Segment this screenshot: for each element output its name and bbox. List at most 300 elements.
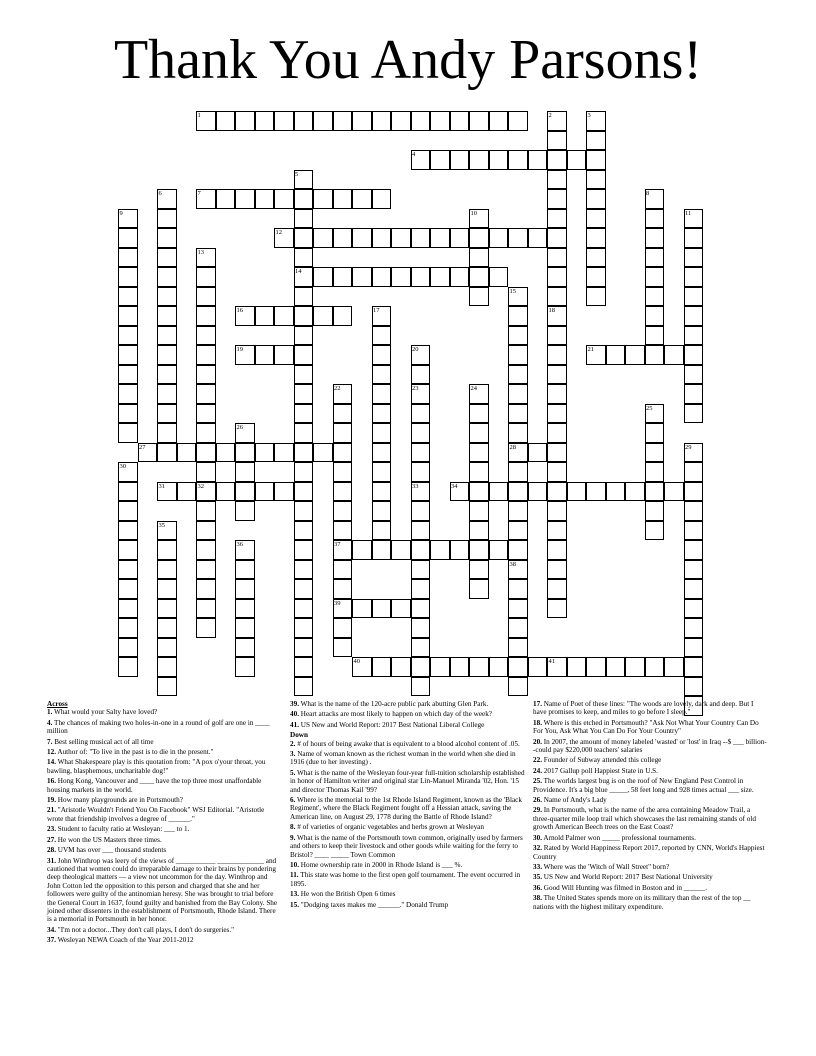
grid-cell[interactable]	[586, 170, 606, 190]
grid-cell[interactable]	[255, 443, 275, 463]
grid-cell[interactable]	[411, 462, 431, 482]
grid-cell[interactable]	[118, 638, 138, 658]
grid-cell[interactable]	[684, 384, 704, 404]
grid-cell[interactable]	[645, 443, 665, 463]
grid-cell[interactable]	[372, 267, 392, 287]
grid-cell[interactable]	[118, 482, 138, 502]
grid-cell[interactable]	[274, 345, 294, 365]
grid-cell[interactable]	[294, 657, 314, 677]
grid-cell[interactable]	[118, 384, 138, 404]
grid-cell[interactable]	[645, 657, 665, 677]
grid-cell[interactable]	[196, 560, 216, 580]
grid-cell[interactable]	[118, 404, 138, 424]
grid-cell[interactable]	[430, 150, 450, 170]
grid-cell[interactable]	[157, 345, 177, 365]
grid-cell[interactable]	[157, 384, 177, 404]
grid-cell[interactable]	[274, 111, 294, 131]
grid-cell[interactable]	[469, 150, 489, 170]
grid-cell[interactable]	[508, 326, 528, 346]
grid-cell[interactable]	[645, 306, 665, 326]
grid-cell[interactable]	[118, 267, 138, 287]
grid-cell[interactable]	[411, 677, 431, 697]
grid-cell[interactable]	[469, 501, 489, 521]
grid-cell[interactable]	[567, 150, 587, 170]
grid-cell[interactable]	[645, 326, 665, 346]
grid-cell[interactable]	[118, 365, 138, 385]
grid-cell[interactable]	[274, 443, 294, 463]
grid-cell[interactable]	[333, 423, 353, 443]
grid-cell[interactable]	[411, 365, 431, 385]
grid-cell[interactable]	[645, 501, 665, 521]
grid-cell[interactable]	[469, 267, 489, 287]
grid-cell[interactable]	[547, 540, 567, 560]
grid-cell[interactable]	[547, 501, 567, 521]
grid-cell[interactable]	[391, 267, 411, 287]
grid-cell[interactable]	[547, 345, 567, 365]
grid-cell[interactable]	[118, 326, 138, 346]
grid-cell[interactable]	[547, 170, 567, 190]
grid-cell[interactable]	[645, 423, 665, 443]
grid-cell[interactable]	[547, 404, 567, 424]
grid-cell[interactable]	[586, 287, 606, 307]
grid-cell[interactable]	[352, 228, 372, 248]
grid-cell[interactable]	[333, 501, 353, 521]
grid-cell[interactable]	[196, 267, 216, 287]
grid-cell[interactable]	[645, 482, 665, 502]
grid-cell[interactable]	[469, 287, 489, 307]
grid-cell[interactable]	[469, 579, 489, 599]
grid-cell[interactable]	[547, 599, 567, 619]
grid-cell[interactable]	[684, 267, 704, 287]
grid-cell[interactable]	[547, 521, 567, 541]
grid-cell[interactable]	[547, 462, 567, 482]
grid-cell[interactable]	[469, 540, 489, 560]
grid-cell[interactable]	[294, 423, 314, 443]
grid-cell[interactable]	[196, 287, 216, 307]
grid-cell[interactable]	[196, 443, 216, 463]
grid-cell[interactable]	[411, 228, 431, 248]
grid-cell[interactable]	[157, 618, 177, 638]
grid-cell[interactable]	[157, 560, 177, 580]
grid-cell[interactable]	[547, 248, 567, 268]
grid-cell[interactable]	[586, 248, 606, 268]
grid-cell[interactable]	[157, 540, 177, 560]
grid-cell[interactable]	[333, 579, 353, 599]
grid-cell[interactable]	[118, 579, 138, 599]
grid-cell[interactable]	[586, 189, 606, 209]
grid-cell[interactable]	[372, 404, 392, 424]
grid-cell[interactable]	[489, 540, 509, 560]
grid-cell[interactable]	[372, 540, 392, 560]
grid-cell[interactable]	[508, 228, 528, 248]
grid-cell[interactable]	[196, 365, 216, 385]
grid-cell[interactable]	[547, 326, 567, 346]
grid-cell[interactable]	[645, 209, 665, 229]
grid-cell[interactable]	[684, 345, 704, 365]
grid-cell[interactable]	[333, 189, 353, 209]
grid-cell[interactable]	[391, 228, 411, 248]
grid-cell[interactable]	[684, 638, 704, 658]
grid-cell[interactable]	[118, 345, 138, 365]
grid-cell[interactable]	[645, 462, 665, 482]
grid-cell[interactable]	[586, 209, 606, 229]
grid-cell[interactable]	[294, 189, 314, 209]
grid-cell[interactable]	[118, 599, 138, 619]
grid-cell[interactable]	[469, 248, 489, 268]
grid-cell[interactable]	[586, 228, 606, 248]
grid-cell[interactable]	[216, 482, 236, 502]
grid-cell[interactable]	[508, 111, 528, 131]
grid-cell[interactable]	[528, 228, 548, 248]
grid-cell[interactable]	[450, 228, 470, 248]
grid-cell[interactable]	[508, 150, 528, 170]
grid-cell[interactable]	[372, 443, 392, 463]
grid-cell[interactable]	[333, 521, 353, 541]
grid-cell[interactable]	[684, 657, 704, 677]
grid-cell[interactable]	[372, 521, 392, 541]
grid-cell[interactable]	[196, 326, 216, 346]
grid-cell[interactable]	[157, 599, 177, 619]
grid-cell[interactable]	[508, 618, 528, 638]
grid-cell[interactable]	[216, 443, 236, 463]
grid-cell[interactable]	[294, 638, 314, 658]
grid-cell[interactable]	[547, 384, 567, 404]
grid-cell[interactable]	[177, 443, 197, 463]
grid-cell[interactable]	[391, 599, 411, 619]
grid-cell[interactable]	[645, 287, 665, 307]
grid-cell[interactable]	[489, 657, 509, 677]
grid-cell[interactable]	[157, 248, 177, 268]
grid-cell[interactable]	[333, 111, 353, 131]
grid-cell[interactable]	[313, 111, 333, 131]
grid-cell[interactable]	[372, 599, 392, 619]
grid-cell[interactable]	[352, 267, 372, 287]
grid-cell[interactable]	[586, 482, 606, 502]
grid-cell[interactable]	[664, 482, 684, 502]
grid-cell[interactable]	[372, 345, 392, 365]
grid-cell[interactable]	[684, 404, 704, 424]
grid-cell[interactable]	[235, 638, 255, 658]
grid-cell[interactable]	[508, 657, 528, 677]
grid-cell[interactable]	[430, 228, 450, 248]
grid-cell[interactable]	[508, 501, 528, 521]
grid-cell[interactable]	[294, 404, 314, 424]
grid-cell[interactable]	[333, 462, 353, 482]
grid-cell[interactable]	[333, 482, 353, 502]
grid-cell[interactable]	[294, 443, 314, 463]
grid-cell[interactable]	[664, 657, 684, 677]
grid-cell[interactable]	[235, 618, 255, 638]
grid-cell[interactable]	[294, 306, 314, 326]
grid-cell[interactable]	[196, 599, 216, 619]
grid-cell[interactable]	[586, 131, 606, 151]
grid-cell[interactable]	[157, 404, 177, 424]
grid-cell[interactable]	[294, 540, 314, 560]
grid-cell[interactable]	[450, 111, 470, 131]
grid-cell[interactable]	[118, 540, 138, 560]
grid-cell[interactable]	[235, 599, 255, 619]
grid-cell[interactable]	[255, 345, 275, 365]
grid-cell[interactable]	[528, 657, 548, 677]
grid-cell[interactable]	[391, 657, 411, 677]
grid-cell[interactable]	[684, 462, 704, 482]
grid-cell[interactable]	[196, 618, 216, 638]
grid-cell[interactable]	[547, 209, 567, 229]
grid-cell[interactable]	[430, 657, 450, 677]
grid-cell[interactable]	[684, 599, 704, 619]
grid-cell[interactable]	[684, 521, 704, 541]
grid-cell[interactable]	[118, 501, 138, 521]
grid-cell[interactable]	[625, 482, 645, 502]
grid-cell[interactable]	[196, 462, 216, 482]
grid-cell[interactable]	[508, 579, 528, 599]
grid-cell[interactable]	[430, 111, 450, 131]
grid-cell[interactable]	[684, 482, 704, 502]
grid-cell[interactable]	[586, 150, 606, 170]
grid-cell[interactable]	[450, 267, 470, 287]
grid-cell[interactable]	[684, 677, 704, 697]
grid-cell[interactable]	[508, 540, 528, 560]
grid-cell[interactable]	[469, 560, 489, 580]
grid-cell[interactable]	[489, 150, 509, 170]
grid-cell[interactable]	[216, 111, 236, 131]
grid-cell[interactable]	[469, 111, 489, 131]
grid-cell[interactable]	[430, 540, 450, 560]
grid-cell[interactable]	[235, 501, 255, 521]
grid-cell[interactable]	[333, 618, 353, 638]
grid-cell[interactable]	[235, 189, 255, 209]
grid-cell[interactable]	[372, 111, 392, 131]
grid-cell[interactable]	[547, 150, 567, 170]
grid-cell[interactable]	[274, 306, 294, 326]
grid-cell[interactable]	[118, 560, 138, 580]
grid-cell[interactable]	[411, 404, 431, 424]
grid-cell[interactable]	[684, 287, 704, 307]
grid-cell[interactable]	[411, 599, 431, 619]
grid-cell[interactable]	[118, 618, 138, 638]
grid-cell[interactable]	[294, 248, 314, 268]
grid-cell[interactable]	[294, 345, 314, 365]
grid-cell[interactable]	[196, 579, 216, 599]
grid-cell[interactable]	[684, 326, 704, 346]
grid-cell[interactable]	[118, 423, 138, 443]
grid-cell[interactable]	[333, 638, 353, 658]
grid-cell[interactable]	[489, 111, 509, 131]
grid-cell[interactable]	[294, 618, 314, 638]
grid-cell[interactable]	[294, 599, 314, 619]
grid-cell[interactable]	[157, 267, 177, 287]
grid-cell[interactable]	[157, 677, 177, 697]
grid-cell[interactable]	[255, 306, 275, 326]
grid-cell[interactable]	[625, 345, 645, 365]
grid-cell[interactable]	[469, 228, 489, 248]
grid-cell[interactable]	[411, 540, 431, 560]
grid-cell[interactable]	[118, 306, 138, 326]
grid-cell[interactable]	[547, 228, 567, 248]
grid-cell[interactable]	[469, 423, 489, 443]
grid-cell[interactable]	[294, 482, 314, 502]
grid-cell[interactable]	[118, 521, 138, 541]
grid-cell[interactable]	[684, 501, 704, 521]
grid-cell[interactable]	[216, 189, 236, 209]
grid-cell[interactable]	[157, 306, 177, 326]
grid-cell[interactable]	[372, 482, 392, 502]
grid-cell[interactable]	[235, 111, 255, 131]
grid-cell[interactable]	[313, 267, 333, 287]
grid-cell[interactable]	[196, 404, 216, 424]
grid-cell[interactable]	[294, 677, 314, 697]
grid-cell[interactable]	[411, 423, 431, 443]
grid-cell[interactable]	[664, 345, 684, 365]
grid-cell[interactable]	[352, 111, 372, 131]
grid-cell[interactable]	[313, 306, 333, 326]
grid-cell[interactable]	[294, 326, 314, 346]
grid-cell[interactable]	[196, 501, 216, 521]
grid-cell[interactable]	[313, 443, 333, 463]
grid-cell[interactable]	[508, 482, 528, 502]
grid-cell[interactable]	[645, 267, 665, 287]
grid-cell[interactable]	[508, 423, 528, 443]
grid-cell[interactable]	[684, 248, 704, 268]
grid-cell[interactable]	[567, 657, 587, 677]
grid-cell[interactable]	[333, 443, 353, 463]
grid-cell[interactable]	[528, 482, 548, 502]
grid-cell[interactable]	[411, 618, 431, 638]
grid-cell[interactable]	[411, 111, 431, 131]
grid-cell[interactable]	[547, 131, 567, 151]
grid-cell[interactable]	[528, 150, 548, 170]
grid-cell[interactable]	[118, 248, 138, 268]
grid-cell[interactable]	[235, 482, 255, 502]
grid-cell[interactable]	[508, 599, 528, 619]
grid-cell[interactable]	[508, 677, 528, 697]
grid-cell[interactable]	[450, 657, 470, 677]
grid-cell[interactable]	[196, 345, 216, 365]
grid-cell[interactable]	[489, 267, 509, 287]
grid-cell[interactable]	[157, 365, 177, 385]
grid-cell[interactable]	[157, 443, 177, 463]
grid-cell[interactable]	[177, 482, 197, 502]
grid-cell[interactable]	[235, 462, 255, 482]
grid-cell[interactable]	[508, 345, 528, 365]
grid-cell[interactable]	[684, 560, 704, 580]
grid-cell[interactable]	[294, 521, 314, 541]
grid-cell[interactable]	[508, 462, 528, 482]
grid-cell[interactable]	[255, 482, 275, 502]
grid-cell[interactable]	[528, 443, 548, 463]
grid-cell[interactable]	[157, 579, 177, 599]
grid-cell[interactable]	[294, 365, 314, 385]
grid-cell[interactable]	[294, 560, 314, 580]
grid-cell[interactable]	[547, 267, 567, 287]
grid-cell[interactable]	[411, 560, 431, 580]
grid-cell[interactable]	[469, 521, 489, 541]
grid-cell[interactable]	[372, 657, 392, 677]
grid-cell[interactable]	[157, 228, 177, 248]
grid-cell[interactable]	[333, 306, 353, 326]
grid-cell[interactable]	[352, 599, 372, 619]
grid-cell[interactable]	[450, 150, 470, 170]
grid-cell[interactable]	[411, 267, 431, 287]
grid-cell[interactable]	[547, 443, 567, 463]
grid-cell[interactable]	[586, 657, 606, 677]
grid-cell[interactable]	[606, 657, 626, 677]
grid-cell[interactable]	[372, 501, 392, 521]
grid-cell[interactable]	[255, 111, 275, 131]
grid-cell[interactable]	[255, 189, 275, 209]
grid-cell[interactable]	[684, 540, 704, 560]
grid-cell[interactable]	[294, 228, 314, 248]
grid-cell[interactable]	[196, 540, 216, 560]
grid-cell[interactable]	[684, 618, 704, 638]
grid-cell[interactable]	[411, 579, 431, 599]
grid-cell[interactable]	[411, 657, 431, 677]
grid-cell[interactable]	[586, 267, 606, 287]
grid-cell[interactable]	[411, 638, 431, 658]
grid-cell[interactable]	[567, 482, 587, 502]
grid-cell[interactable]	[508, 521, 528, 541]
grid-cell[interactable]	[489, 482, 509, 502]
grid-cell[interactable]	[294, 209, 314, 229]
grid-cell[interactable]	[157, 209, 177, 229]
grid-cell[interactable]	[294, 579, 314, 599]
grid-cell[interactable]	[547, 482, 567, 502]
grid-cell[interactable]	[333, 267, 353, 287]
grid-cell[interactable]	[157, 326, 177, 346]
grid-cell[interactable]	[196, 521, 216, 541]
grid-cell[interactable]	[235, 579, 255, 599]
grid-cell[interactable]	[508, 638, 528, 658]
grid-cell[interactable]	[508, 365, 528, 385]
grid-cell[interactable]	[391, 111, 411, 131]
grid-cell[interactable]	[469, 482, 489, 502]
grid-cell[interactable]	[547, 560, 567, 580]
grid-cell[interactable]	[391, 540, 411, 560]
grid-cell[interactable]	[469, 462, 489, 482]
grid-cell[interactable]	[157, 423, 177, 443]
grid-cell[interactable]	[372, 326, 392, 346]
grid-cell[interactable]	[547, 423, 567, 443]
grid-cell[interactable]	[235, 560, 255, 580]
grid-cell[interactable]	[372, 462, 392, 482]
grid-cell[interactable]	[235, 657, 255, 677]
grid-cell[interactable]	[508, 384, 528, 404]
grid-cell[interactable]	[645, 345, 665, 365]
grid-cell[interactable]	[372, 228, 392, 248]
grid-cell[interactable]	[313, 228, 333, 248]
grid-cell[interactable]	[313, 189, 333, 209]
grid-cell[interactable]	[450, 540, 470, 560]
grid-cell[interactable]	[645, 521, 665, 541]
grid-cell[interactable]	[333, 560, 353, 580]
grid-cell[interactable]	[372, 384, 392, 404]
grid-cell[interactable]	[196, 306, 216, 326]
grid-cell[interactable]	[684, 228, 704, 248]
grid-cell[interactable]	[294, 501, 314, 521]
grid-cell[interactable]	[235, 443, 255, 463]
grid-cell[interactable]	[118, 657, 138, 677]
grid-cell[interactable]	[547, 365, 567, 385]
grid-cell[interactable]	[352, 189, 372, 209]
grid-cell[interactable]	[372, 189, 392, 209]
grid-cell[interactable]	[489, 228, 509, 248]
grid-cell[interactable]	[411, 443, 431, 463]
grid-cell[interactable]	[333, 228, 353, 248]
grid-cell[interactable]	[684, 579, 704, 599]
grid-cell[interactable]	[547, 189, 567, 209]
grid-cell[interactable]	[294, 287, 314, 307]
grid-cell[interactable]	[625, 657, 645, 677]
